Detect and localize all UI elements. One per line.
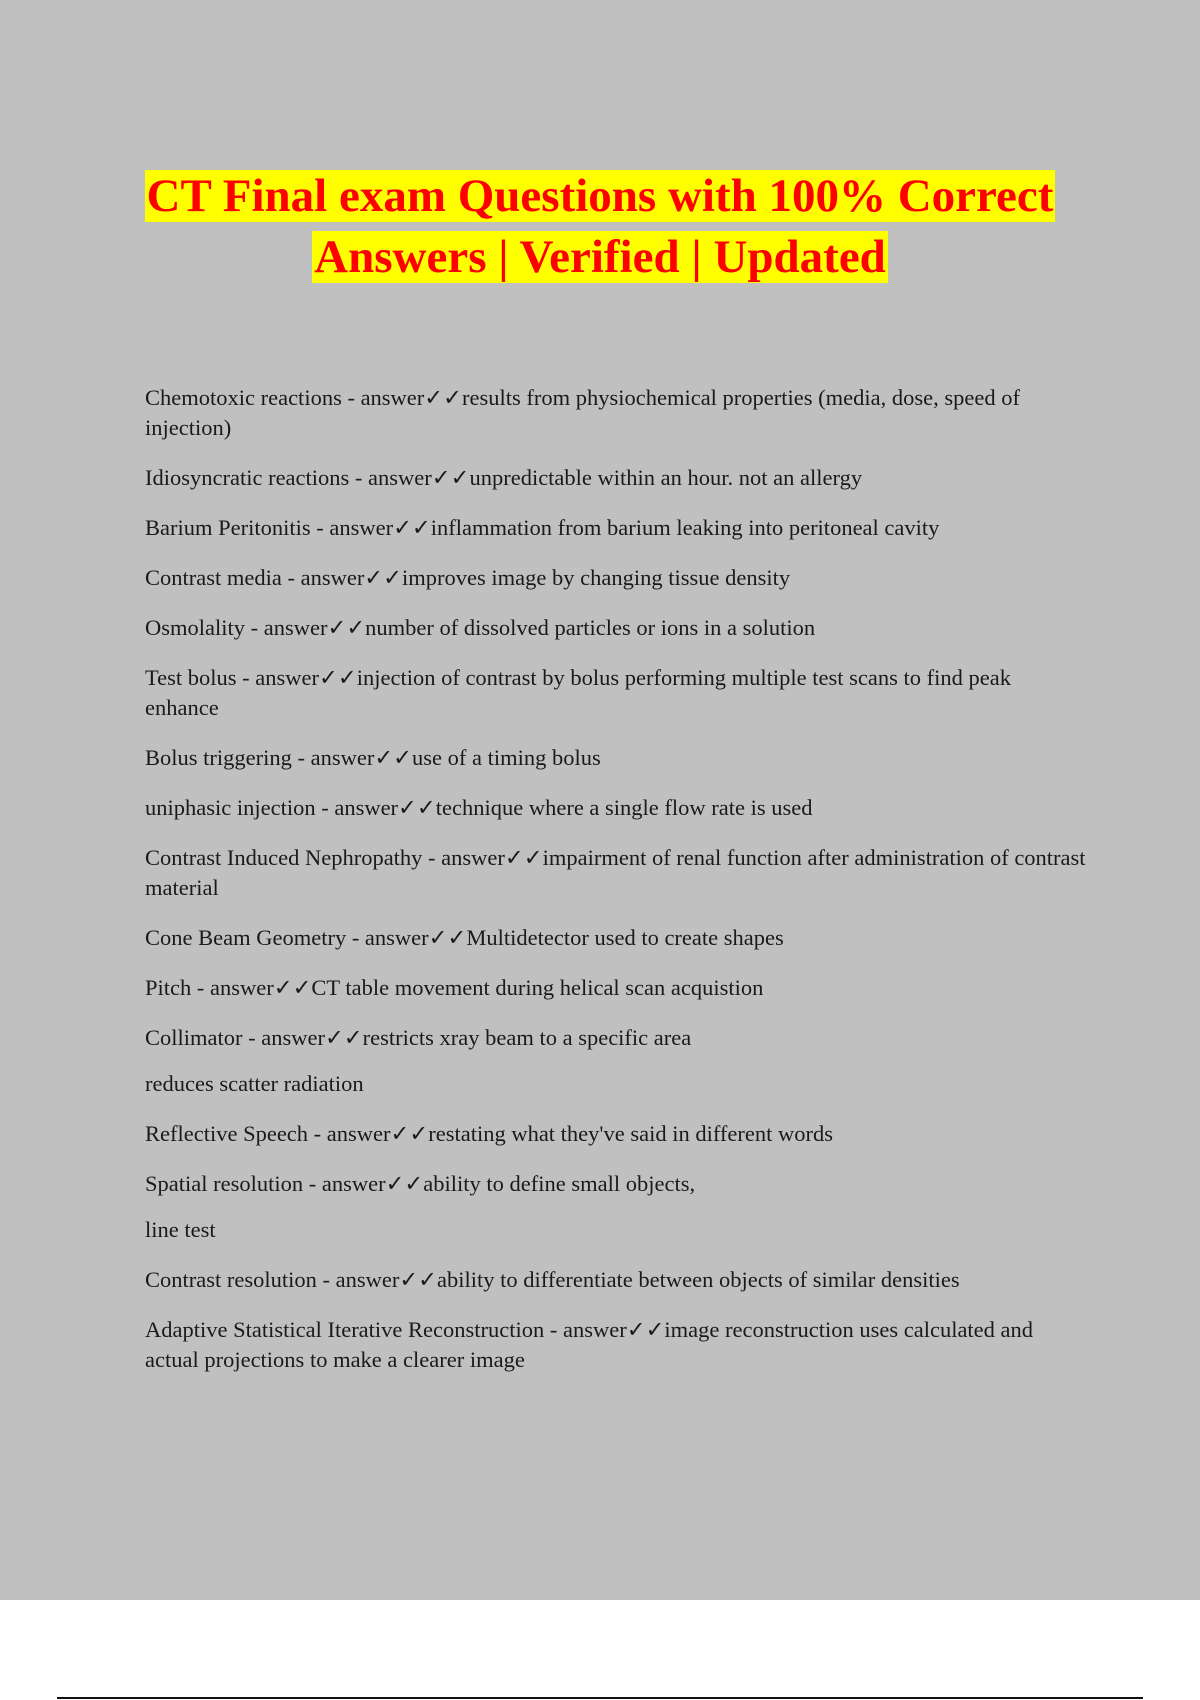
- qa-item: Pitch - answer✓✓CT table movement during helical scan acquistion: [145, 975, 764, 1000]
- qa-item: Cone Beam Geometry - answer✓✓Multidetector used to create shapes: [145, 925, 784, 950]
- qa-item: Idiosyncratic reactions - answer✓✓unpredictable within an hour. not an allergy: [145, 465, 863, 490]
- qa-item: uniphasic injection - answer✓✓technique where a single flow rate is used: [145, 795, 813, 820]
- title-line-1: CT Final exam Questions with 100% Correct: [146, 170, 1054, 222]
- qa-item: Test bolus - answer✓✓injection of contrast by bolus performing multiple test scans to find peak enhance: [145, 665, 1011, 720]
- qa-list: [145, 383, 1090, 1395]
- document-title: [100, 166, 1100, 288]
- qa-item: Chemotoxic reactions - answer✓✓results from physiochemical properties (media, dose, speed of injection): [145, 385, 1020, 440]
- qa-item: Bolus triggering - answer✓✓use of a timing bolus: [145, 745, 601, 770]
- qa-item: Osmolality - answer✓✓number of dissolved particles or ions in a solution: [145, 615, 816, 640]
- qa-item: Contrast resolution - answer✓✓ability to differentiate between objects of similar densities: [145, 1267, 960, 1292]
- qa-item: Barium Peritonitis - answer✓✓inflammation from barium leaking into peritoneal cavity: [145, 515, 940, 540]
- title-line-2: Answers | Verified | Updated: [314, 231, 886, 283]
- qa-item: Contrast Induced Nephropathy - answer✓✓impairment of renal function after administration of contrast material: [145, 845, 1086, 900]
- qa-item: Spatial resolution - answer✓✓ability to define small objects,: [145, 1171, 696, 1196]
- qa-continuation: reduces scatter radiation: [145, 1071, 364, 1096]
- qa-item: Collimator - answer✓✓restricts xray beam to a specific area: [145, 1025, 692, 1050]
- footer-divider: [57, 1697, 1143, 1699]
- qa-item: Adaptive Statistical Iterative Reconstruction - answer✓✓image reconstruction uses calculated and actual projections to make a clearer image: [145, 1317, 1034, 1372]
- qa-item: Contrast media - answer✓✓improves image by changing tissue density: [145, 565, 791, 590]
- qa-continuation: line test: [145, 1217, 216, 1242]
- qa-item: Reflective Speech - answer✓✓restating what they've said in different words: [145, 1121, 833, 1146]
